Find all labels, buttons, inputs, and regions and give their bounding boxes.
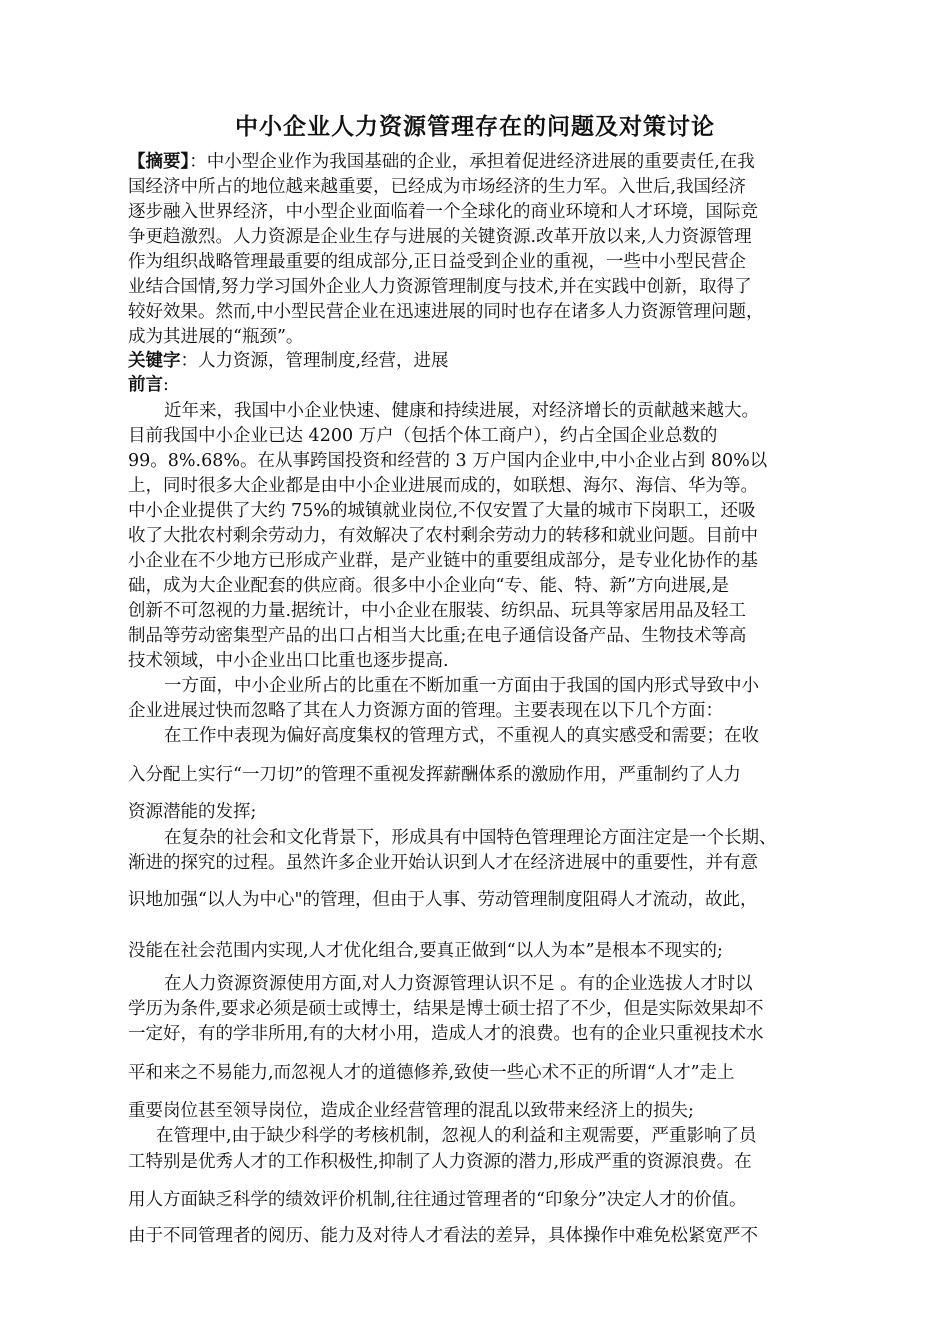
text-line: 争更趋激烈。人力资源是企业生存与进展的关键资源.改革开放以来,人力资源管理	[128, 227, 752, 247]
text-line: 一方面，中小企业所占的比重在不断加重一方面由于我国的国内形式导致中小	[164, 676, 759, 696]
text-line: 上，同时很多大企业都是由中小企业进展而成的，如联想、海尔、海信、华为等。	[128, 476, 758, 496]
text-line: 在复杂的社会和文化背景下，形成具有中国特色管理理论方面注定是一个长期、	[164, 828, 777, 848]
text-line: 99。8%.68%。在从事跨国投资和经营的 3 万户国内企业中,中小企业占到 80%以	[128, 451, 768, 471]
preface-label: 前言	[128, 375, 163, 395]
text-line: 小企业在不少地方已形成产业群，是产业链中的重要组成部分，是专业化协作的基	[128, 551, 758, 571]
keywords-label: 关键字	[128, 351, 181, 371]
text-line: 逐步融入世界经济，中小型企业面临着一个全球化的商业环境和人才环境，国际竞	[128, 202, 758, 222]
text-line: 技术领域，中小企业出口比重也逐步提高.	[128, 651, 449, 671]
text-line: 制品等劳动密集型产品的出口占相当大比重;在电子通信设备产品、生物技术等高	[128, 626, 747, 646]
text-line: 在管理中,由于缺少科学的考核机制，忽视人的利益和主观需要，严重影响了员	[156, 1126, 757, 1146]
text-line: 收了大批农村剩余劳动力，有效解决了农村剩余劳动力的转移和就业问题。目前中	[128, 526, 758, 546]
text-line: 企业进展过快而忽略了其在人力资源方面的管理。主要表现在以下几个方面：	[128, 701, 723, 721]
text-line: 在人力资源资源使用方面,对人力资源管理认识不足 。有的企业选拔人才时以	[164, 974, 753, 994]
keywords-line: 关键字：人力资源，管理制度,经营，进展	[128, 351, 449, 371]
text-line: 工特别是优秀人才的工作积极性,抑制了人力资源的潜力,形成严重的资源浪费。在	[128, 1152, 752, 1172]
text-line: 创新不可忽视的力量.据统计，中小企业在服装、纺织品、玩具等家居用品及轻工	[128, 601, 747, 621]
text-line: 中小企业提供了大约 75%的城镇就业岗位,不仅安置了大量的城市下岗职工，还吸	[128, 501, 756, 521]
abstract-label: 【摘要】	[128, 152, 190, 172]
text-line: 没能在社会范围内实现,人才优化组合,要真正做到“以人为本”是根本不现实的;	[128, 941, 723, 961]
document-title: 中小企业人力资源管理存在的问题及对策讨论	[235, 113, 715, 140]
text-line: 用人方面缺乏科学的绩效评价机制,往往通过管理者的“印象分”决定人才的价值。	[128, 1190, 747, 1210]
text-line: 平和来之不易能力,而忽视人才的道德修养,致使一些心术不正的所谓“人才”走上	[128, 1063, 735, 1083]
text-line: 目前我国中小企业已达 4200 万户（包括个体工商户），约占全国企业总数的	[128, 426, 718, 446]
text-line: 较好效果。然而,中小型民营企业在迅速进展的同时也存在诸多人力资源管理问题，	[128, 302, 764, 322]
text-line: 国经济中所占的地位越来越重要，已经成为市场经济的生力军。入世后,我国经济	[128, 177, 747, 197]
text-line: 成为其进展的“瓶颈”。	[128, 327, 304, 347]
text-line: 入分配上实行“一刀切”的管理不重视发挥薪酬体系的激励作用，严重制约了人力	[128, 765, 741, 785]
text-line: 近年来，我国中小企业快速、健康和持续进展，对经济增长的贡献越来越大。	[164, 401, 759, 421]
text-line: 资源潜能的发挥;	[128, 802, 257, 822]
text-line: 识地加强“以人为中心"的管理，但由于人事、劳动管理制度阻碍人才流动，故此，	[128, 890, 758, 910]
text-line: 础，成为大企业配套的供应商。很多中小企业向“专、能、特、新”方向进展,是	[128, 576, 729, 596]
text-line: 渐进的探究的过程。虽然许多企业开始认识到人才在经济进展中的重要性，并有意	[128, 853, 758, 873]
text-line: 重要岗位甚至领导岗位，造成企业经营管理的混乱以致带来经济上的损失;	[128, 1101, 694, 1121]
text-line: 业结合国情,努力学习国外企业人力资源管理制度与技术,并在实践中创新，取得了	[128, 277, 752, 297]
text-line: 在工作中表现为偏好高度集权的管理方式，不重视人的真实感受和需要；在收	[164, 726, 759, 746]
text-line: 由于不同管理者的阅历、能力及对待人才看法的差异，具体操作中难免松紧宽严不	[128, 1226, 758, 1246]
preface-line: 前言:	[128, 375, 169, 395]
text-line: 学历为条件,要求必须是硕士或博士，结果是博士硕士招了不少，但是实际效果却不	[128, 999, 764, 1019]
abstract-line: 【摘要】：中小型企业作为我国基础的企业，承担着促进经济进展的重要责任,在我	[128, 152, 755, 172]
text-line: 作为组织战略管理最重要的组成部分,正日益受到企业的重视，一些中小型民营企	[128, 252, 747, 272]
text-line: 一定好，有的学非所用,有的大材小用，造成人才的浪费。也有的企业只重视技术水	[128, 1024, 764, 1044]
